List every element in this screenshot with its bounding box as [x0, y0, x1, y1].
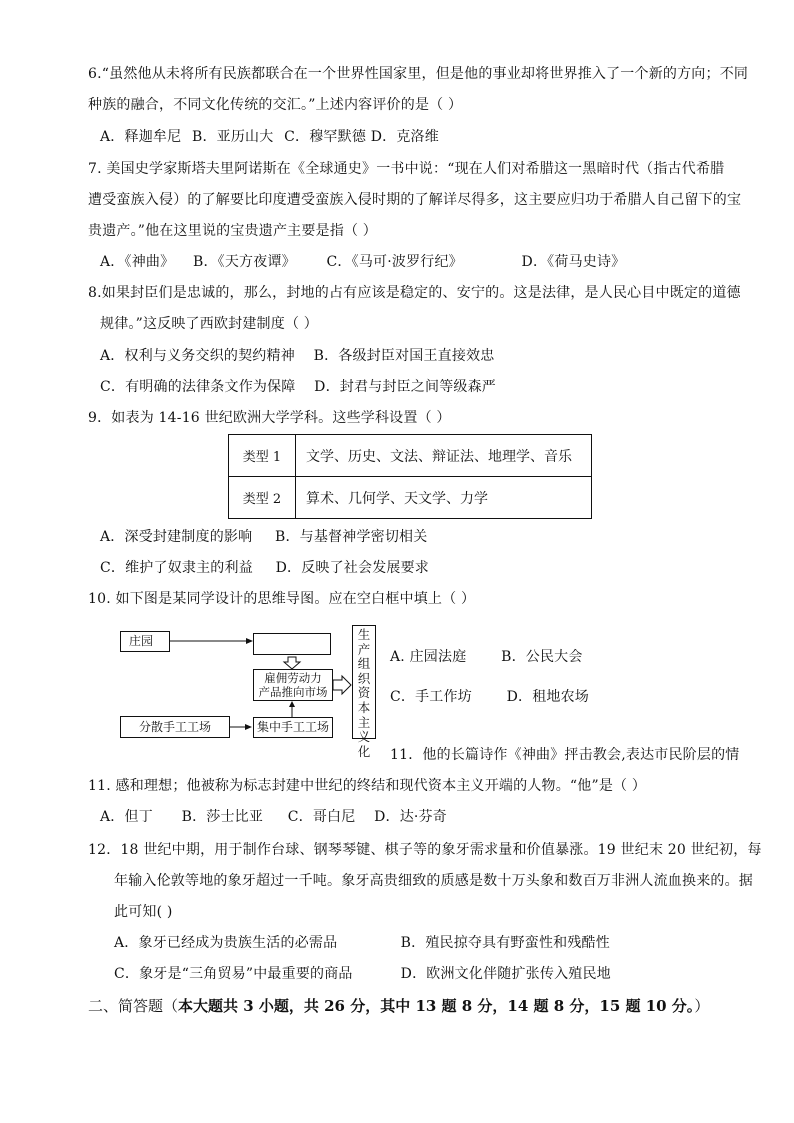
q11-stem-line1: 11. 感和理想；他被称为标志封建中世纪的终结和现代资本主义开端的人物。“他”是（ ）: [88, 778, 647, 794]
q6-option-b[interactable]: B．亚历山大: [191, 129, 274, 145]
section-2-description: 本大题共 3 小题，共 26 分，其中 13 题 8 分，14 题 8 分，15 题 10 分。: [178, 997, 695, 1015]
q6-stem-line1: 6.“虽然他从未将所有民族都联合在一个世界性国家里，但是他的事业却将世界推入了一个新的方向；不同: [88, 66, 749, 82]
q11-stem-line0: 11．他的长篇诗作《神曲》抨击教会,表达市民阶层的情: [390, 747, 740, 763]
q10-option-a[interactable]: A. 庄园法庭: [390, 649, 467, 665]
q8-option-b[interactable]: B．各级封臣对国王直接效忠: [313, 348, 495, 364]
q12-option-a[interactable]: A．象牙已经成为贵族生活的必需品: [114, 935, 338, 951]
q8-stem-line2: 规律。”这反映了西欧封建制度（ ）: [100, 316, 319, 332]
q7-option-a[interactable]: A．《神曲》: [100, 254, 175, 270]
q10-options-row2: [390, 687, 589, 707]
table-cell-subjects: 文学、历史、文法、辩证法、地理学、音乐: [296, 435, 592, 477]
q11-option-d[interactable]: D．达·芬奇: [374, 809, 447, 825]
hired-labor-text: 雇佣劳动力: [264, 671, 322, 685]
q7-stem-line1: 7. 美国史学家斯塔夫里阿诺斯在《全球通史》一书中说：“现在人们对希腊这一黑暗时代（指古代希腊: [88, 161, 725, 177]
q9-option-b[interactable]: B．与基督神学密切相关: [274, 529, 428, 545]
q6-option-d[interactable]: D．克洛维: [370, 129, 439, 145]
q9-stem: 9．如表为 14-16 世纪欧洲大学学科。这些学科设置（ ）: [88, 410, 451, 426]
mind-map-scattered-workshop-box: 分散手工工场: [120, 716, 230, 738]
q11-option-a[interactable]: A．但丁: [100, 809, 153, 825]
q9-option-a[interactable]: A．深受封建制度的影响: [100, 529, 253, 545]
mind-map-blank-box[interactable]: [253, 633, 331, 655]
q6-option-a[interactable]: A．释迦牟尼: [100, 129, 182, 145]
market-text: 产品推向市场: [258, 685, 328, 699]
q6-option-c[interactable]: C．穆罕默德: [284, 129, 367, 145]
q10-stem: 10. 如下图是某同学设计的思维导图。应在空白框中填上（ ）: [88, 591, 476, 607]
mind-map-manor-box: 庄园: [120, 631, 170, 652]
q6-stem-line2: 种族的融合，不同文化传统的交汇。”上述内容评价的是（ ）: [88, 97, 463, 113]
q11-option-b[interactable]: B．莎士比亚: [181, 809, 264, 825]
q10-option-c[interactable]: C．手工作坊: [390, 689, 472, 705]
q7-option-b[interactable]: B．《天方夜谭》: [192, 254, 296, 270]
section-2-prefix: 二、简答题（: [88, 997, 179, 1015]
q12-options-row1: [114, 933, 610, 953]
q12-option-b[interactable]: B．殖民掠夺具有野蛮性和残酷性: [400, 935, 610, 951]
q9-option-c[interactable]: C．维护了奴隶主的利益: [100, 560, 253, 576]
mind-map-centralized-workshop-box: 集中手工工场: [253, 717, 333, 738]
q8-stem-line1: 8.如果封臣们是忠诚的，那么，封地的占有应该是稳定的、安宁的。这是法律，是人民心目中既定的道德: [88, 285, 741, 301]
q10-option-b[interactable]: B．公民大会: [501, 649, 583, 665]
q12-stem-line1: 12．18 世纪中期，用于制作台球、钢琴琴键、棋子等的象牙需求量和价值暴涨。19 世纪末 20 世纪初，每: [88, 842, 762, 858]
q7-option-d[interactable]: D．《荷马史诗》: [521, 254, 626, 270]
q8-option-d[interactable]: D．封君与封臣之间等级森严: [314, 379, 496, 395]
table-cell-subjects: 算术、几何学、天文学、力学: [296, 477, 592, 519]
q11-option-c[interactable]: C．哥白尼: [287, 809, 356, 825]
q12-stem-line2: 年输入伦敦等地的象牙超过一千吨。象牙高贵细致的质感是数十万头象和数百万非洲人流血换来的。据: [114, 873, 753, 889]
q10-option-d[interactable]: D．租地农场: [506, 689, 590, 705]
q8-option-c[interactable]: C．有明确的法律条文作为保障: [100, 379, 296, 395]
mind-map-hired-labor-box: [253, 669, 333, 701]
q9-option-d[interactable]: D．反映了社会发展要求: [275, 560, 430, 576]
q12-option-c[interactable]: C．象牙是“三角贸易”中最重要的商品: [114, 966, 353, 982]
section-2-heading: [88, 996, 709, 1016]
section-2-suffix: ）: [694, 997, 710, 1015]
q8-option-a[interactable]: A．权利与义务交织的契约精神: [100, 348, 295, 364]
q11-options: [100, 807, 447, 827]
q7-option-c[interactable]: C．《马可·波罗行纪》: [326, 254, 463, 270]
q10-options-row1: [390, 647, 583, 667]
mind-map-result-box: 生产组织资本主义化: [352, 625, 376, 739]
q12-options-row2: [114, 964, 611, 984]
q12-stem-line3: 此可知( ): [114, 904, 173, 920]
q7-stem-line3: 贵遗产。”他在这里说的宝贵遗产主要是指（ ）: [88, 223, 378, 239]
table-cell-type: 类型 1: [229, 435, 296, 477]
table-cell-type: 类型 2: [229, 477, 296, 519]
q7-stem-line2: 遭受蛮族入侵）的了解要比印度遭受蛮族入侵时期的了解详尽得多，这主要应归功于希腊人自己留下的宝: [88, 192, 742, 208]
q12-option-d[interactable]: D．欧洲文化伴随扩张传入殖民地: [400, 966, 611, 982]
